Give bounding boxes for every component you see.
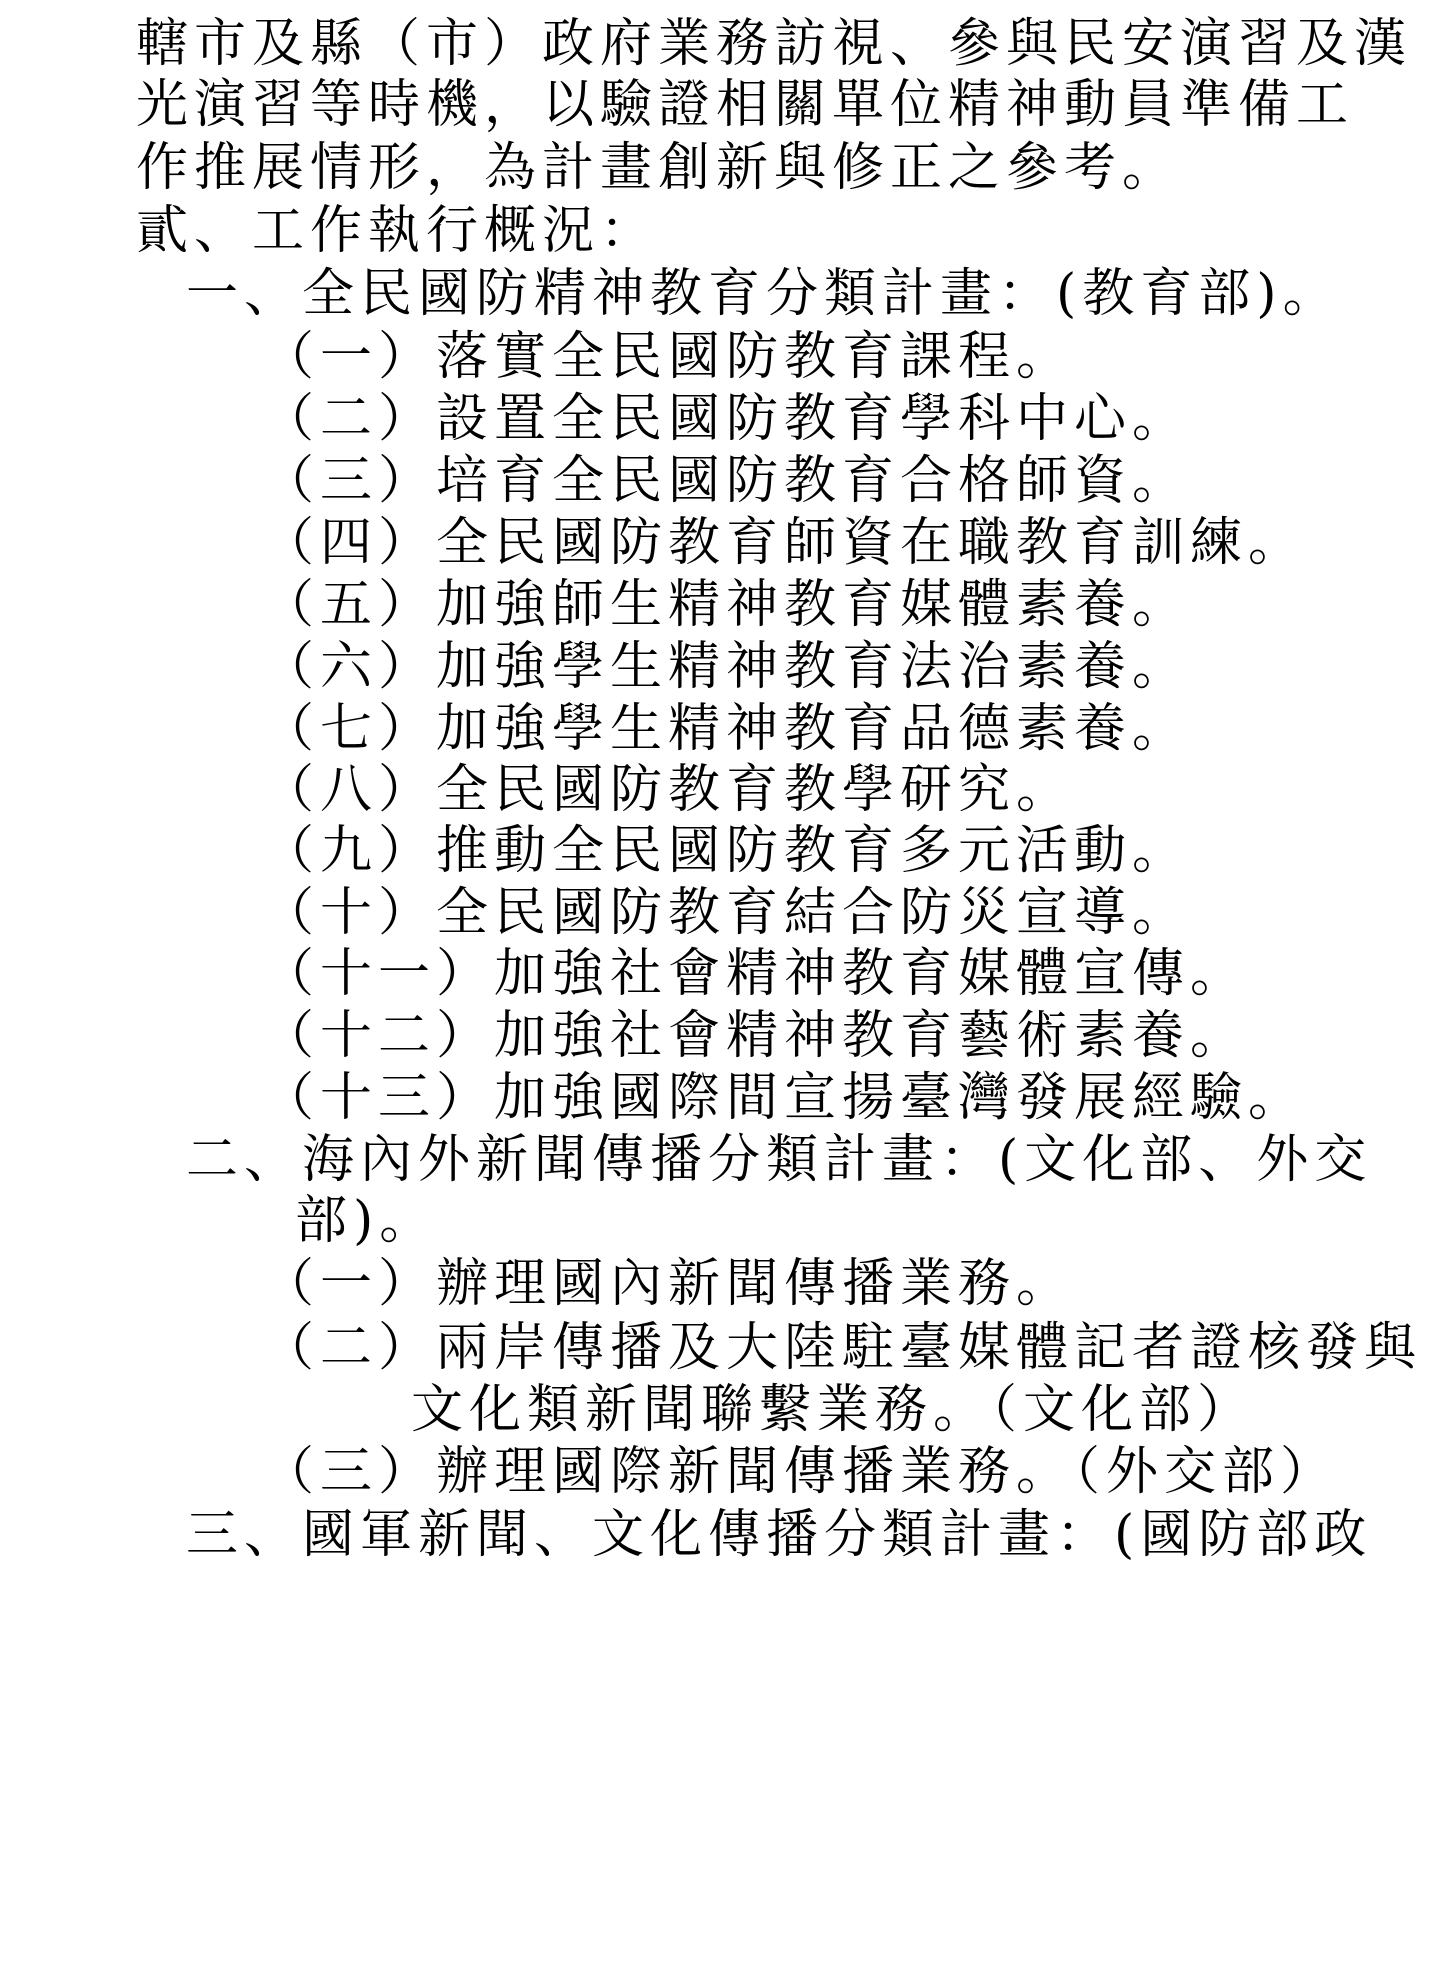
plan2-title-line-1: 二、海內外新聞傳播分類計畫：(文化部、外交 (186, 1130, 1373, 1190)
plan2-item-1: （一）辦理國內新聞傳播業務。 (262, 1254, 1075, 1314)
plan1-item-10: （十）全民國防教育結合防災宣導。 (262, 883, 1191, 943)
intro-line-3: 作推展情形，為計畫創新與修正之參考。 (136, 138, 1181, 198)
plan2-item-3: （三）辦理國際新聞傳播業務。（外交部） (262, 1442, 1339, 1502)
plan1-item-8: （八）全民國防教育教學研究。 (262, 760, 1075, 820)
intro-line-1: 轄市及縣（市）政府業務訪視、參與民安演習及漢 (136, 14, 1413, 74)
plan1-item-1: （一）落實全民國防教育課程。 (262, 327, 1075, 387)
plan3-title-line-1: 三、國軍新聞、文化傳播分類計畫：(國防部政 (186, 1505, 1373, 1565)
plan1-item-11: （十一）加強社會精神教育媒體宣傳。 (262, 944, 1249, 1004)
plan1-item-2: （二）設置全民國防教育學科中心。 (262, 389, 1191, 449)
plan1-item-6: （六）加強學生精神教育法治素養。 (262, 637, 1191, 697)
plan1-item-3: （三）培育全民國防教育合格師資。 (262, 451, 1191, 511)
intro-line-2: 光演習等時機，以驗證相關單位精神動員準備工 (136, 75, 1355, 135)
plan1-item-7: （七）加強學生精神教育品德素養。 (262, 699, 1191, 759)
section-title: 貳、工作執行概況： (136, 201, 659, 261)
plan1-item-13: （十三）加強國際間宣揚臺灣發展經驗。 (262, 1068, 1307, 1128)
plan2-item-2-line-2: 文化類新聞聯繫業務。（文化部） (411, 1380, 1256, 1440)
plan1-item-12: （十二）加強社會精神教育藝術素養。 (262, 1006, 1249, 1066)
plan1-item-9: （九）推動全民國防教育多元活動。 (262, 821, 1191, 881)
plan2-item-2-line-1: （二）兩岸傳播及大陸駐臺媒體記者證核發與 (262, 1318, 1423, 1378)
plan1-title: 一、全民國防精神教育分類計畫：(教育部)。 (186, 264, 1341, 324)
plan1-item-5: （五）加強師生精神教育媒體素養。 (262, 575, 1191, 635)
plan1-item-4: （四）全民國防教育師資在職教育訓練。 (262, 513, 1307, 573)
plan2-title-line-2: 部)。 (295, 1191, 438, 1251)
